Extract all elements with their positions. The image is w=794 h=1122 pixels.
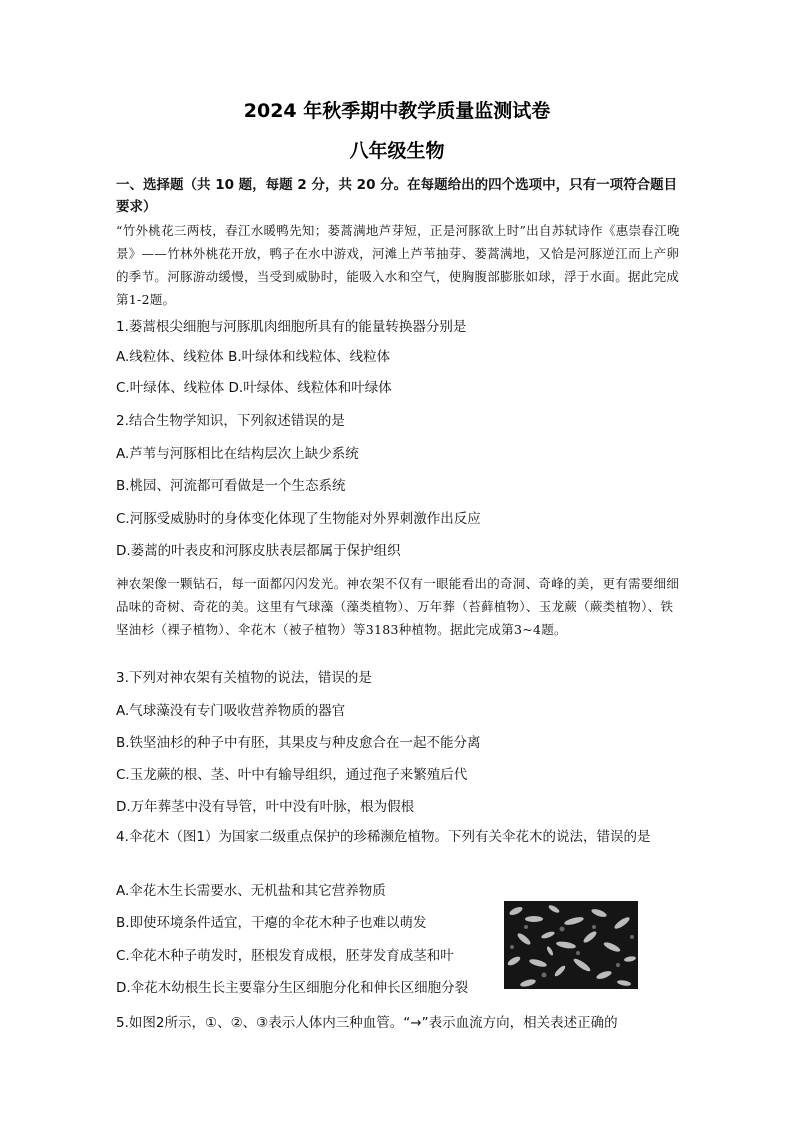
question-3-stem: 3.下列对神农架有关植物的说法，错误的是 (116, 670, 372, 686)
exam-title: 2024 年秋季期中教学质量监测试卷 (243, 100, 551, 122)
question-2-option-b: B.桃园、河流都可看做是一个生态系统 (116, 478, 346, 494)
question-4-option-a: A.伞花木生长需要水、无机盐和其它营养物质 (116, 883, 386, 899)
question-1-options-ab: A.线粒体、线粒体 B.叶绿体和线粒体、线粒体 (116, 349, 391, 365)
question-4-option-d: D.伞花木幼根生长主要靠分生区细胞分化和伸长区细胞分裂 (116, 980, 469, 996)
question-2-option-a: A.芦苇与河豚相比在结构层次上缺少系统 (116, 446, 359, 462)
question-2-option-c: C.河豚受威胁时的身体变化体现了生物能对外界刺激作出反应 (116, 511, 481, 527)
question-4-option-b: B.即使环境条件适宜，干瘪的伞花木种子也难以萌发 (116, 915, 427, 931)
question-1-stem: 1.蒌蒿根尖细胞与河豚肌肉细胞所具有的能量转换器分别是 (116, 319, 467, 335)
reading-passage-1: “竹外桃花三两枝，春江水暖鸭先知；蒌蒿满地芦芽短，正是河豚欲上时”出自苏轼诗作《惠崇春江晚景》——竹林外桃花开放，鸭子在水中游戏，河滩上芦苇抽芽、蒌蒿满地，又恰是河豚逆江而上产卵的季节。河豚游动缓慢，当受到威胁时，能吸入水和空气，使胸腹部膨胀如球，浮于水面。据此完成第1-2题。 (116, 223, 680, 307)
reading-passage-2: 神农架像一颗钻石，每一面都闪闪发光。神农架不仅有一眼能看出的奇洞、奇峰的美，更有需要细细品味的奇树、奇花的美。这里有气球藻（藻类植物）、万年葬（苔藓植物）、玉龙蕨（蕨类植物）、铁坚油杉（裸子植物）、伞花木（被子植物）等3183种植物。据此完成第3~4题。 (116, 576, 680, 637)
question-2-option-d: D.蒌蒿的叶表皮和河豚皮肤表层都属于保护组织 (116, 543, 401, 559)
question-4-stem: 4.伞花木（图1）为国家二级重点保护的珍稀濒危植物。下列有关伞花木的说法，错误的是 (116, 829, 651, 845)
exam-subtitle: 八年级生物 (349, 140, 445, 162)
question-3-option-a: A.气球藻没有专门吸收营养物质的器官 (116, 703, 346, 719)
question-3-option-d: D.万年葬茎中没有导管，叶中没有叶脉，根为假根 (116, 799, 415, 815)
foliage-image (504, 901, 638, 989)
question-5-stem: 5.如图2所示，①、②、③表示人体内三种血管。“→”表示血流方向，相关表述正确的 (116, 1015, 618, 1031)
figure-1-photo (504, 901, 638, 989)
question-3-option-b: B.铁坚油杉的种子中有胚，其果皮与种皮愈合在一起不能分离 (116, 735, 481, 751)
question-1-options-cd: C.叶绿体、线粒体 D.叶绿体、线粒体和叶绿体 (116, 380, 392, 396)
question-3-option-c: C.玉龙蕨的根、茎、叶中有输导组织，通过孢子来繁殖后代 (116, 767, 468, 783)
question-2-stem: 2.结合生物学知识，下列叙述错误的是 (116, 413, 345, 429)
question-4-option-c: C.伞花木种子萌发时，胚根发育成根，胚芽发育成茎和叶 (116, 948, 454, 964)
section-heading: 一、选择题（共 10 题，每题 2 分，共 20 分。在每题给出的四个选项中，只有一项符合题目 要求） (116, 177, 678, 215)
